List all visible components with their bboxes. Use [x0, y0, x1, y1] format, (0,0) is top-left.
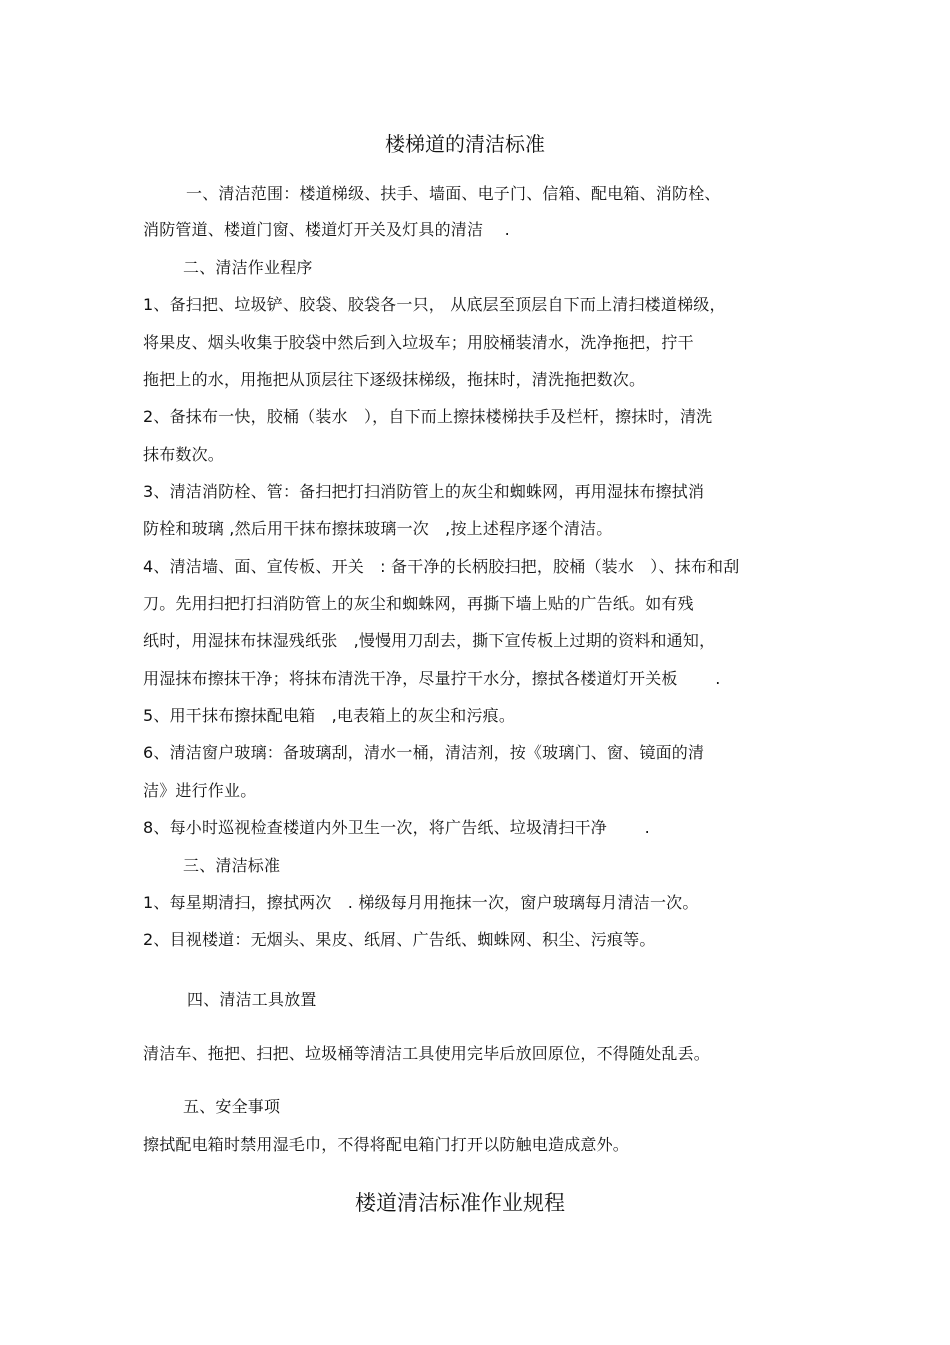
document-title-secondary: 楼道清洁标准作业规程	[355, 1191, 565, 1215]
paragraph-line: 1、每星期清扫，擦拭两次 . 梯级每月用拖抹一次，窗户玻璃每月清洁一次。	[143, 893, 699, 912]
paragraph-line: 洁》进行作业。	[143, 781, 257, 800]
paragraph-line: 抹布数次。	[143, 445, 225, 464]
paragraph-line: 拖把上的水，用拖把从顶层往下逐级抹梯级，拖抹时，清洗拖把数次。	[143, 370, 646, 389]
paragraph-line: 6、清洁窗户玻璃：备玻璃刮，清水一桶，清洁剂，按《玻璃门、窗、镜面的清	[143, 743, 705, 762]
paragraph-line: 刀。先用扫把打扫消防管上的灰尘和蜘蛛网，再撕下墙上贴的广告纸。如有残	[143, 594, 694, 613]
paragraph-line: 将果皮、烟头收集于胶袋中然后到入垃圾车；用胶桶装清水，洗净拖把，拧干	[143, 333, 694, 352]
document-title: 楼梯道的清洁标准	[385, 132, 545, 156]
paragraph-line: 擦拭配电箱时禁用湿毛巾，不得将配电箱门打开以防触电造成意外。	[143, 1135, 630, 1154]
paragraph-line: 清洁车、拖把、扫把、垃圾桶等清洁工具使用完毕后放回原位，不得随处乱丢。	[143, 1044, 711, 1063]
paragraph-line: 用湿抹布擦抹干净；将抹布清洗干净，尽量拧干水分，擦拭各楼道灯开关板 .	[143, 669, 721, 688]
paragraph-line: 纸时，用湿抹布抹湿残纸张 ,慢慢用刀刮去，撕下宣传板上过期的资料和通知，	[143, 631, 716, 650]
paragraph-line: 2、备抹布一快，胶桶（装水 ），自下而上擦抹楼梯扶手及栏杆，擦抹时，清洗	[143, 407, 713, 426]
paragraph-line: 8、每小时巡视检查楼道内外卫生一次，将广告纸、垃圾清扫干净 .	[143, 818, 650, 837]
section-heading: 三、清洁标准	[183, 856, 281, 875]
paragraph-line: 消防管道、楼道门窗、楼道灯开关及灯具的清洁 .	[143, 220, 510, 239]
paragraph-line: 一、清洁范围：楼道梯级、扶手、墙面、电子门、信箱、配电箱、消防栓、	[186, 184, 721, 203]
paragraph-line: 防栓和玻璃 ,然后用干抹布擦抹玻璃一次 ,按上述程序逐个清洁。	[143, 519, 613, 538]
paragraph-line: 1、备扫把、垃圾铲、胶袋、胶袋各一只， 从底层至顶层自下而上清扫楼道梯级，	[143, 295, 726, 314]
section-heading: 四、清洁工具放置	[187, 990, 317, 1009]
section-heading: 五、安全事项	[183, 1097, 281, 1116]
section-heading: 二、清洁作业程序	[183, 258, 313, 277]
paragraph-line: 4、清洁墙、面、宣传板、开关 : 备干净的长柄胶扫把，胶桶（装水 ）、抹布和刮	[143, 557, 740, 576]
paragraph-line: 5、用干抹布擦抹配电箱 ,电表箱上的灰尘和污痕。	[143, 706, 516, 725]
paragraph-line: 3、清洁消防栓、管：备扫把打扫消防管上的灰尘和蜘蛛网，再用湿抹布擦拭消	[143, 482, 705, 501]
paragraph-line: 2、目视楼道：无烟头、果皮、纸屑、广告纸、蜘蛛网、积尘、污痕等。	[143, 930, 656, 949]
